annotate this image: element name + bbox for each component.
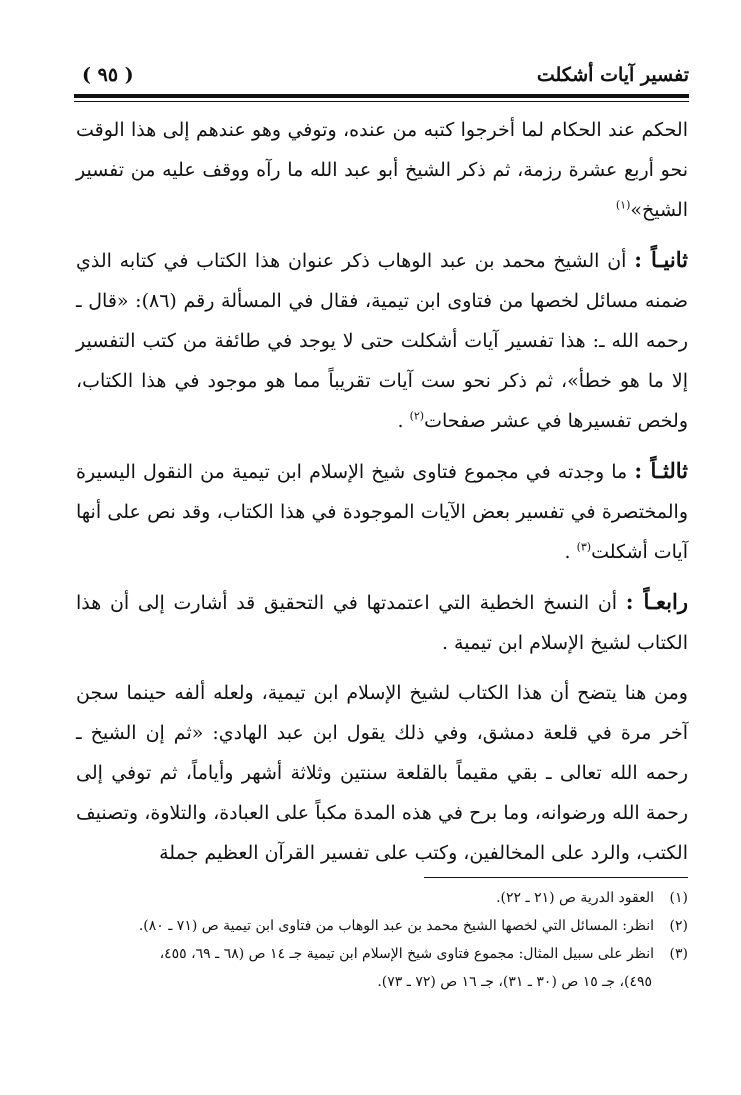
footnote-3-continuation: ٤٩٥)، جـ ١٥ ص (٣٠ ـ ٣١)، جـ ١٦ ص (٧٢ ـ ٧٣).	[377, 974, 652, 990]
footnote-1	[60, 884, 688, 912]
header-rule-thick	[74, 94, 689, 98]
paragraph-1-text: الحكم عند الحكام لما أخرجوا كتبه من عنده، وتوفي وهو عندهم إلى هذا الوقت نحو أربع عشرة رزمة، ثم ذكر الشيخ أبو عبد الله ما رآه ووقف عليه من تفسير الشيخ»	[76, 119, 688, 221]
paragraph-2-text: أن الشيخ محمد بن عبد الوهاب ذكر عنوان هذا الكتاب في كتابه الذي ضمنه مسائل لخصها من فتاوى ابن تيمية، فقال في المسألة رقم (٨٦): «قال ـ رحمه الله ـ: هذا تفسير آيات أشكلت حتى لا يوجد في طائفة من كتب التفسير إلا ما هو خطأ»، ثم ذكر نحو ست آيات تقريباً مما هو موجود في هذا الكتاب، ولخص تفسيرها في عشر صفحات	[76, 250, 689, 432]
footnote-2-number: (٢)	[669, 918, 688, 934]
main-text	[76, 110, 688, 883]
footnote-ref-3: (٣)	[576, 540, 592, 554]
footnote-1-text: العقود الدرية ص (٢١ ـ ٢٢).	[496, 890, 654, 906]
paragraph-4-text: أن النسخ الخطية التي اعتمدتها في التحقيق قد أشارت إلى أن هذا الكتاب لشيخ الإسلام ابن تيمية .	[76, 592, 688, 654]
running-title: تفسير آيات أشكلت	[536, 64, 689, 86]
paragraph-3	[76, 451, 688, 572]
footnote-ref-2: (٢)	[409, 409, 425, 423]
footnote-separator	[424, 877, 688, 878]
page-header	[74, 62, 689, 92]
paragraph-3-text: ما وجدته في مجموع فتاوى شيخ الإسلام ابن تيمية من النقول اليسيرة والمختصرة في تفسير بعض الآيات الموجودة في هذا الكتاب، وقد نص على أنها آيات أشكلت	[76, 461, 688, 563]
footnote-1-number: (١)	[669, 890, 688, 906]
page-number: ( ٩٥ )	[82, 64, 134, 86]
paragraph-1	[76, 110, 688, 230]
footnote-2	[60, 912, 688, 940]
paragraph-3-lead: ثالثـاً :	[634, 458, 688, 483]
paragraph-5-text: ومن هنا يتضح أن هذا الكتاب لشيخ الإسلام ابن تيمية، ولعله ألفه حينما سجن آخر مرة في قلعة دمشق، وفي ذلك يقول ابن عبد الهادي: «ثم إن الشيخ ـ رحمه الله تعالى ـ بقي مقيماً بالقلعة سنتين وثلاثة أشهر وأياماً، ثم توفي إلى رحمة الله ورضوانه، وما برح في هذه المدة مكباً على العبادة، والتلاوة، وتصنيف الكتب، والرد على المخالفين، وكتب على تفسير القرآن العظيم جملة	[76, 682, 688, 864]
paragraph-5	[76, 673, 688, 873]
paragraph-4-lead: رابعـاً :	[625, 589, 688, 614]
header-rule-thin	[74, 101, 689, 102]
paragraph-4	[76, 582, 688, 663]
paragraph-3-end: .	[564, 541, 577, 563]
footnote-3-number: (٣)	[669, 946, 688, 962]
footnote-3-text: انظر على سبيل المثال: مجموع فتاوى شيخ الإسلام ابن تيمية جـ ١٤ ص (٦٨ ـ ٦٩، ٤٥٥،	[159, 946, 654, 962]
footnote-2-text: انظر: المسائل التي لخصها الشيخ محمد بن عبد الوهاب من فتاوى ابن تيمية ص (٧١ ـ ٨٠).	[138, 918, 654, 934]
footnotes	[60, 884, 688, 996]
paragraph-2	[76, 240, 688, 441]
footnote-3	[60, 940, 688, 968]
paragraph-2-end: .	[397, 410, 410, 432]
paragraph-2-lead: ثانيـاً :	[634, 247, 688, 272]
footnote-ref-1: (١)	[615, 198, 631, 212]
